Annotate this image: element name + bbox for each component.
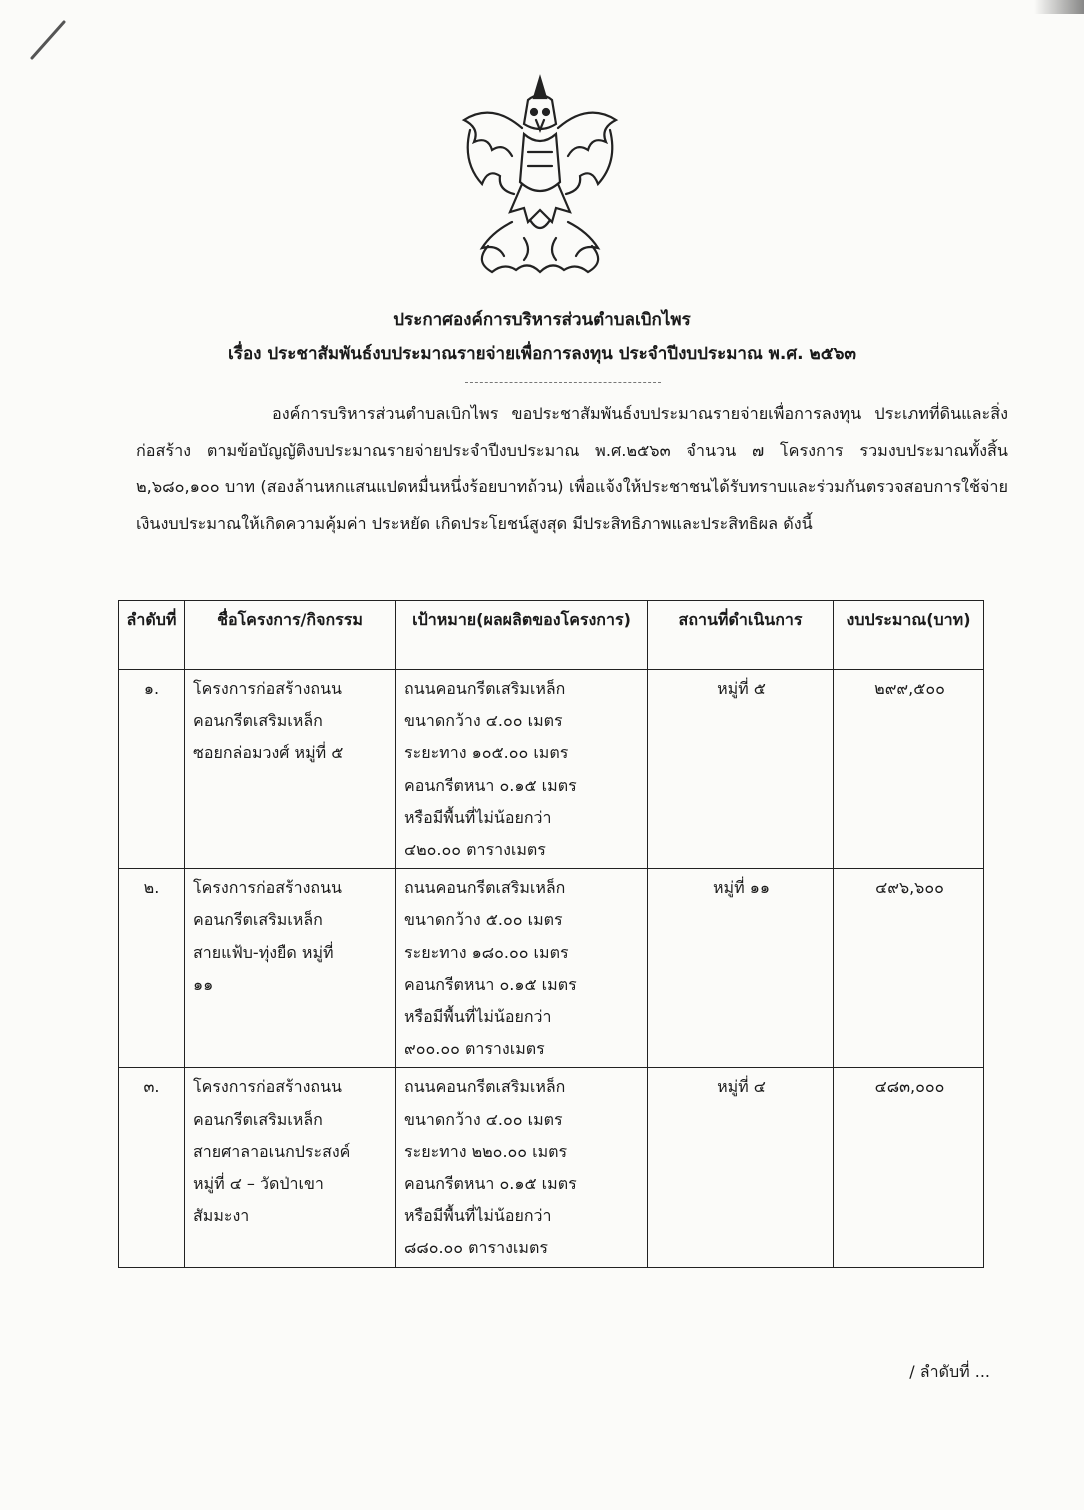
row-budget: ๒๙๙,๕๐๐ — [834, 670, 984, 869]
row-target: ถนนคอนกรีตเสริมเหล็ก ขนาดกว้าง ๔.๐๐ เมตร ระยะทาง ๒๒๐.๐๐ เมตร คอนกรีตหนา ๐.๑๕ เมตร หรือมีพื้นที่ไม่น้อยกว่า ๘๘๐.๐๐ ตารางเมตร — [396, 1068, 648, 1267]
pen-mark — [28, 18, 72, 62]
row-budget: ๔๘๓,๐๐๐ — [834, 1068, 984, 1267]
row-no: ๑. — [119, 670, 185, 869]
announcement-title: ประกาศองค์การบริหารส่วนตำบลเบิกไพร — [393, 310, 691, 330]
row-name: โครงการก่อสร้างถนน คอนกรีตเสริมเหล็ก ซอยกล่อมวงศ์ หมู่ที่ ๕ — [185, 670, 396, 869]
budget-table — [118, 600, 984, 1268]
table-row — [119, 1068, 984, 1267]
row-location: หมู่ที่ ๑๑ — [648, 869, 834, 1068]
header-name: ชื่อโครงการ/กิจกรรม — [185, 601, 396, 670]
table-header-row — [119, 601, 984, 670]
row-location: หมู่ที่ ๕ — [648, 670, 834, 869]
header-no: ลำดับที่ — [119, 601, 185, 670]
header-target: เป้าหมาย(ผลผลิตของโครงการ) — [396, 601, 648, 670]
page-continuation: / ลำดับที่ ... — [909, 1362, 990, 1381]
table-row — [119, 869, 984, 1068]
announcement-subject: เรื่อง ประชาสัมพันธ์งบประมาณรายจ่ายเพื่อการลงทุน ประจำปีงบประมาณ พ.ศ. ๒๕๖๓ — [228, 344, 856, 364]
row-target: ถนนคอนกรีตเสริมเหล็ก ขนาดกว้าง ๕.๐๐ เมตร ระยะทาง ๑๘๐.๐๐ เมตร คอนกรีตหนา ๐.๑๕ เมตร หรือมีพื้นที่ไม่น้อยกว่า ๙๐๐.๐๐ ตารางเมตร — [396, 869, 648, 1068]
garuda-emblem-icon — [452, 72, 628, 278]
row-name: โครงการก่อสร้างถนน คอนกรีตเสริมเหล็ก สายแฟ้บ-ทุ่งยืด หมู่ที่ ๑๑ — [185, 869, 396, 1068]
scan-corner-shadow — [1034, 0, 1084, 14]
row-target: ถนนคอนกรีตเสริมเหล็ก ขนาดกว้าง ๔.๐๐ เมตร ระยะทาง ๑๐๕.๐๐ เมตร คอนกรีตหนา ๐.๑๕ เมตร หรือมีพื้นที่ไม่น้อยกว่า ๔๒๐.๐๐ ตารางเมตร — [396, 670, 648, 869]
row-name: โครงการก่อสร้างถนน คอนกรีตเสริมเหล็ก สายศาลาอเนกประสงค์ หมู่ที่ ๔ – วัดป่าเขา สัมมะงา — [185, 1068, 396, 1267]
row-budget: ๔๙๖,๖๐๐ — [834, 869, 984, 1068]
table-row — [119, 670, 984, 869]
row-no: ๓. — [119, 1068, 185, 1267]
divider — [465, 382, 661, 383]
header-budget: งบประมาณ(บาท) — [834, 601, 984, 670]
row-no: ๒. — [119, 869, 185, 1068]
header-location: สถานที่ดำเนินการ — [648, 601, 834, 670]
intro-paragraph: องค์การบริหารส่วนตำบลเบิกไพร ขอประชาสัมพันธ์งบประมาณรายจ่ายเพื่อการลงทุน ประเภทที่ดินและสิ่งก่อสร้าง ตามข้อบัญญัติงบประมาณรายจ่ายประจำปีงบประมาณ พ.ศ.๒๕๖๓ จำนวน ๗ โครงการ รวมงบประมาณทั้งสิ้น ๒,๖๘๐,๑๐๐ บาท (สองล้านหกแสนแปดหมื่นหนึ่งร้อยบาทถ้วน) เพื่อแจ้งให้ประชาชนได้รับทราบและร่วมกันตรวจสอบการใช้จ่ายเงินงบประมาณให้เกิดความคุ้มค่า ประหยัด เกิดประโยชน์สูงสุด มีประสิทธิภาพและประสิทธิผล ดังนี้ — [136, 404, 1008, 533]
row-location: หมู่ที่ ๔ — [648, 1068, 834, 1267]
